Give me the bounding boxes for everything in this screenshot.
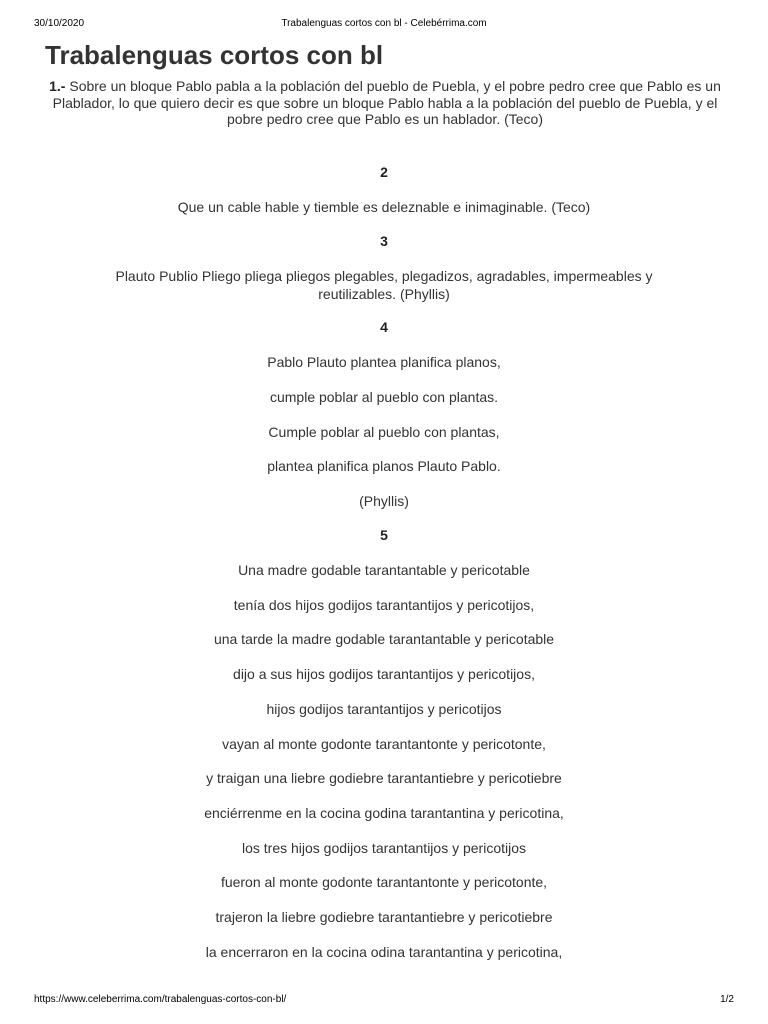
item-number-3: 3 [380,233,388,249]
tongue-twister-5-line: la encerraron en la cocina odina tarantantina y pericotina, [205,944,563,960]
tongue-twister-3-line: Plauto Publio Pliego pliega pliegos plegables, plegadizos, agradables, impermeables y [115,268,653,284]
tongue-twister-3-line: reutilizables. (Phyllis) [318,286,450,302]
tongue-twister-5-line: dijo a sus hijos godijos tarantantijos y pericotijos, [233,666,535,682]
tongue-twister-5-line: una tarde la madre godable tarantantable y pericotable [213,631,555,647]
page-number: 1/2 [720,994,734,1005]
print-date: 30/10/2020 [34,18,85,29]
item-number-1: 1.- [49,78,66,94]
tongue-twister-5-line: enciérrenme en la cocina godina tarantantina y pericotina, [204,805,564,821]
tongue-twister-5-line: trajeron la liebre godiebre tarantantiebre y pericotiebre [215,909,553,925]
item-number-5: 5 [380,527,388,543]
tongue-twister-1 [48,78,722,128]
tongue-twister-1-text: Sobre un bloque Pablo pabla a la población del pueblo de Puebla, y el pobre pedro cree que Pablo es un Plablador, lo que quiero decir es que sobre un bloque Pablo habla a la población del pueblo de Puebla, y el pobre pedro cree que Pablo es un hablador. (Teco) [52,78,721,127]
tongue-twister-5-line: los tres hijos godijos tarantantijos y pericotijos [241,840,527,856]
print-page-title: Trabalenguas cortos con bl - Celebérrima.com [281,18,487,29]
article-heading: Trabalenguas cortos con bl [45,40,384,70]
tongue-twister-4-line: cumple poblar al pueblo con plantas. [269,389,499,405]
page-url: https://www.celeberrima.com/trabalenguas-cortos-con-bl/ [34,994,287,1005]
item-number-4: 4 [380,319,388,335]
tongue-twister-4-line: Cumple poblar al pueblo con plantas, [268,424,500,440]
tongue-twister-5-line: hijos godijos tarantantijos y pericotijos [266,701,502,717]
item-number-2: 2 [380,164,388,180]
tongue-twister-5-line: y traigan una liebre godiebre tarantantiebre y pericotiebre [206,770,562,786]
tongue-twister-5-line: Una madre godable tarantantable y pericotable [238,562,530,578]
tongue-twister-4-line: (Phyllis) [359,493,409,509]
tongue-twister-4-line: Pablo Plauto plantea planifica planos, [267,354,501,370]
tongue-twister-5-line: vayan al monte godonte tarantantonte y pericotonte, [222,736,546,752]
tongue-twister-5-line: fueron al monte godonte tarantantonte y pericotonte, [220,874,548,890]
tongue-twister-2-text: Que un cable hable y tiemble es deleznable e inimaginable. (Teco) [177,199,591,215]
tongue-twister-5-line: tenía dos hijos godijos tarantantijos y pericotijos, [233,597,535,613]
tongue-twister-4-line: plantea planifica planos Plauto Pablo. [267,458,501,474]
